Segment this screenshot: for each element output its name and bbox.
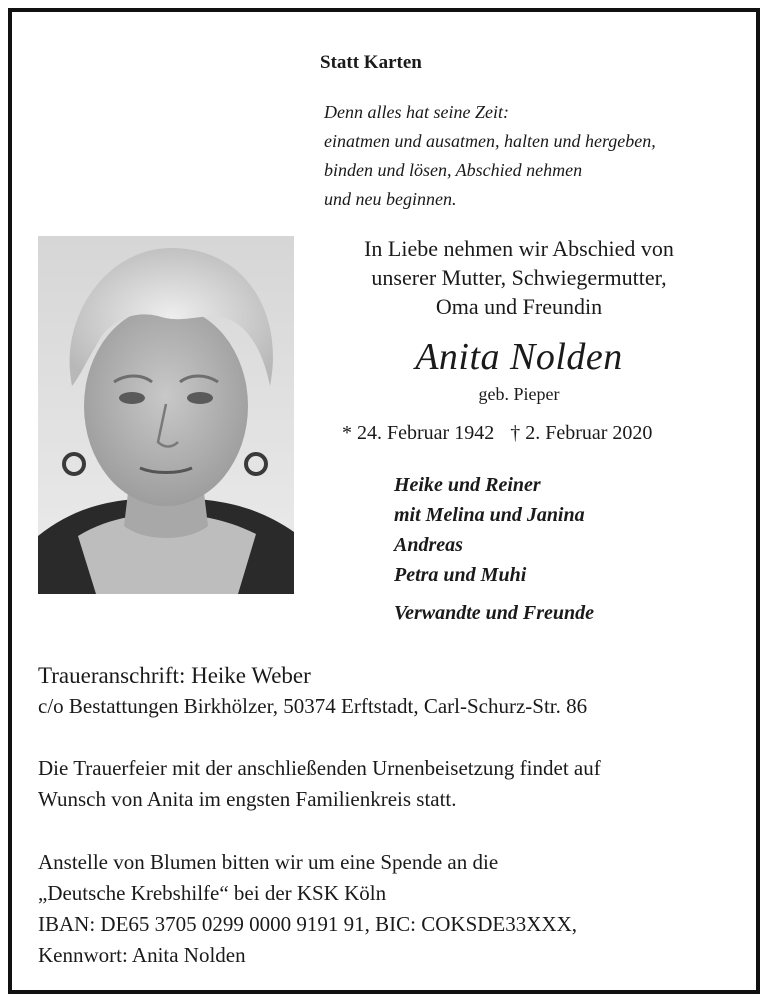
ceremony-line: Die Trauerfeier mit der anschließenden Urnenbeisetzung findet auf (38, 756, 601, 780)
portrait-photo (38, 236, 294, 594)
birth-date: * 24. Februar 1942 (342, 422, 495, 444)
donation-line: „Deutsche Krebshilfe“ bei der KSK Köln (38, 881, 387, 905)
donation-notice (38, 847, 577, 971)
death-date: † 2. Februar 2020 (510, 422, 653, 444)
obituary-frame (8, 8, 760, 994)
header-statt-karten: Statt Karten (320, 52, 422, 73)
intro-line: unserer Mutter, Schwiegermutter, (371, 265, 667, 290)
donation-line: IBAN: DE65 3705 0299 0000 9191 91, BIC: COKSDE33XXX, (38, 912, 578, 936)
poem-line: einatmen und ausatmen, halten und hergeben, (324, 131, 656, 151)
relatives-line: Verwandte und Freunde (394, 602, 595, 624)
mourner-line: Heike und Reiner (394, 474, 541, 496)
intro-text (312, 234, 726, 321)
birth-name: geb. Pieper (478, 384, 560, 404)
intro-line: Oma und Freundin (435, 294, 603, 319)
poem-line: und neu beginnen. (324, 189, 457, 209)
mourning-address (38, 660, 587, 722)
mourner-line: Petra und Muhi (394, 564, 527, 586)
poem-line: binden und lösen, Abschied nehmen (324, 160, 583, 180)
ceremony-notice (38, 753, 601, 815)
life-dates (342, 422, 722, 445)
mourner-line: Andreas (394, 534, 463, 556)
donation-line: Anstelle von Blumen bitten wir um eine Spende an die (38, 850, 499, 874)
poem (324, 98, 656, 214)
address-line: Traueranschrift: Heike Weber (38, 663, 311, 688)
mourners-list (394, 470, 585, 590)
deceased-name: Anita Nolden (415, 336, 623, 378)
poem-line: Denn alles hat seine Zeit: (324, 102, 509, 122)
mourner-line: mit Melina und Janina (394, 504, 585, 526)
intro-line: In Liebe nehmen wir Abschied von (364, 236, 674, 261)
ceremony-line: Wunsch von Anita im engsten Familienkreis statt. (38, 787, 457, 811)
donation-line: Kennwort: Anita Nolden (38, 943, 246, 967)
address-line: c/o Bestattungen Birkhölzer, 50374 Erftstadt, Carl-Schurz-Str. 86 (38, 694, 588, 718)
